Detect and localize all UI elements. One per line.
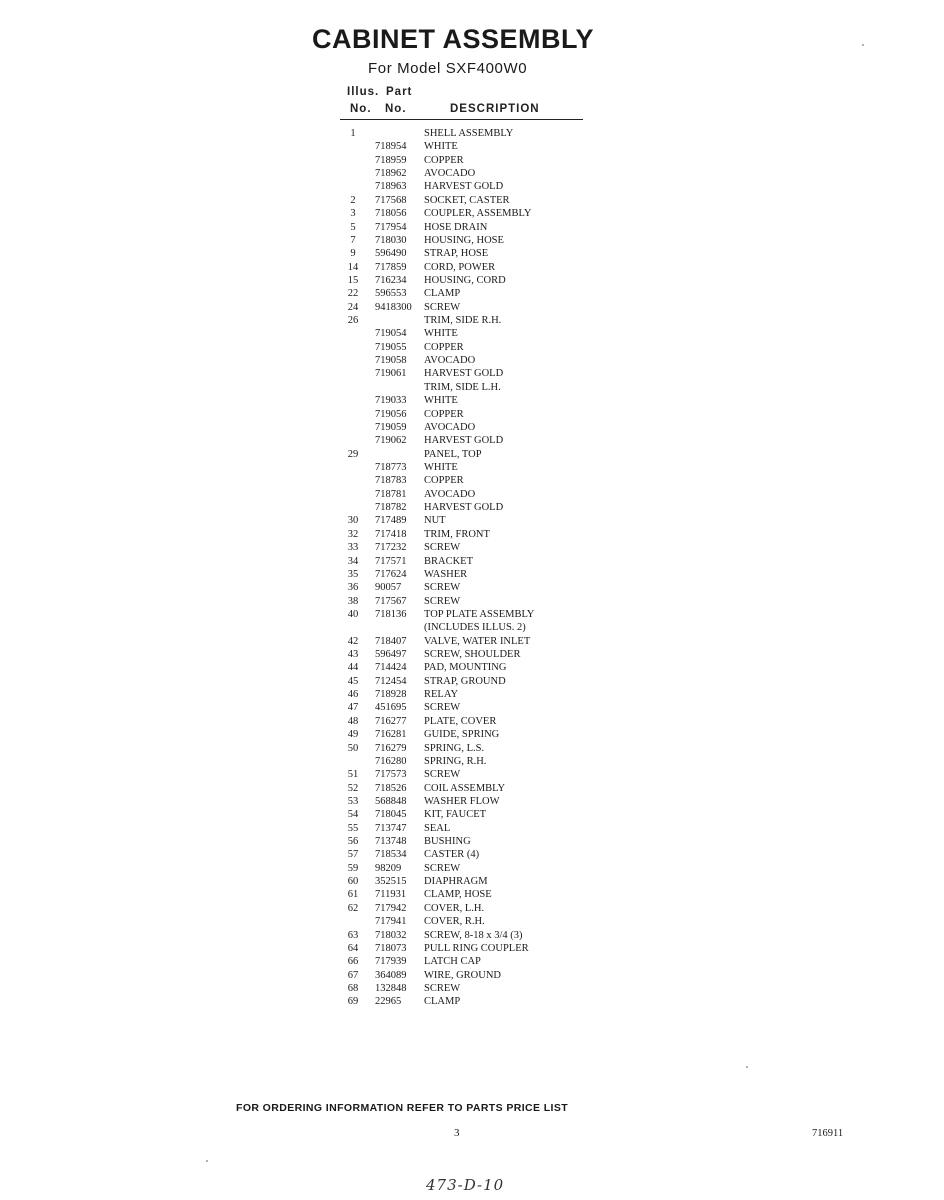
table-row	[340, 408, 600, 421]
part-number: 717567	[375, 595, 407, 607]
part-description: COPPER	[424, 154, 464, 166]
illus-number: 67	[347, 969, 359, 981]
part-description: SOCKET, CASTER	[424, 194, 510, 206]
part-number: 718030	[375, 234, 407, 246]
table-row	[340, 969, 600, 982]
part-number: 716279	[375, 742, 407, 754]
table-row	[340, 448, 600, 461]
part-description: HOUSING, HOSE	[424, 234, 504, 246]
part-description: SHELL ASSEMBLY	[424, 128, 514, 139]
part-number: 717954	[375, 221, 407, 233]
part-number: 713748	[375, 836, 407, 848]
table-row	[340, 942, 600, 955]
part-number: 719058	[375, 355, 407, 367]
illus-number: 63	[347, 929, 359, 941]
table-row	[340, 715, 600, 728]
illus-number: 42	[347, 635, 359, 647]
part-number: 717941	[375, 916, 407, 928]
handwritten-note: 473-D-10	[426, 1176, 505, 1194]
table-row	[340, 875, 600, 888]
table-row	[340, 768, 600, 781]
part-description: CLAMP	[424, 996, 461, 1008]
part-description: STRAP, GROUND	[424, 675, 506, 687]
part-number: 717232	[375, 542, 407, 554]
scan-speck	[746, 1066, 748, 1068]
table-row	[340, 194, 600, 207]
part-description: SCREW, 8-18 x 3/4 (3)	[424, 929, 523, 941]
part-number: 132848	[375, 983, 407, 994]
table-row	[340, 180, 600, 193]
illus-number: 1	[350, 128, 356, 139]
part-description: TRIM, FRONT	[424, 528, 490, 540]
scan-speck	[206, 1160, 208, 1162]
part-description: WIRE, GROUND	[424, 969, 501, 981]
table-row	[340, 528, 600, 541]
illus-number: 36	[347, 582, 359, 594]
part-number: 718136	[375, 608, 407, 620]
part-number: 9418300	[375, 301, 412, 313]
header-rule	[340, 119, 583, 120]
document-number: 716911	[812, 1128, 844, 1139]
part-description: PANEL, TOP	[424, 448, 482, 460]
part-number: 718534	[375, 849, 407, 861]
part-description: WASHER FLOW	[424, 795, 500, 807]
illus-number: 32	[347, 528, 359, 540]
table-row	[340, 648, 600, 661]
part-number: 718928	[375, 689, 407, 701]
part-number: 718783	[375, 475, 407, 487]
part-description: CORD, POWER	[424, 261, 496, 273]
model-subtitle: For Model SXF400W0	[368, 60, 528, 77]
part-description: CLAMP, HOSE	[424, 889, 492, 901]
part-description: CASTER (4)	[424, 849, 480, 861]
table-row	[340, 154, 600, 167]
part-description: HARVEST GOLD	[424, 502, 504, 514]
part-number: 718073	[375, 942, 407, 954]
part-description: WHITE	[424, 141, 458, 153]
header-part-top: Part	[386, 86, 413, 98]
part-number: 98209	[375, 862, 402, 874]
scan-speck	[862, 44, 864, 46]
table-row	[340, 421, 600, 434]
table-row	[340, 728, 600, 741]
part-number: 718056	[375, 208, 407, 220]
part-number: 717939	[375, 956, 407, 968]
part-description: LATCH CAP	[424, 956, 481, 968]
part-description: SPRING, R.H.	[424, 755, 487, 767]
ordering-note: FOR ORDERING INFORMATION REFER TO PARTS PRICE LIST	[236, 1102, 569, 1114]
illus-number: 34	[347, 555, 359, 567]
part-number: 719059	[375, 421, 407, 433]
part-number: 90057	[375, 582, 402, 594]
part-number: 451695	[375, 702, 407, 714]
part-number: 568848	[375, 795, 407, 807]
part-number: 596497	[375, 649, 407, 661]
part-number: 718032	[375, 929, 407, 941]
part-description: PULL RING COUPLER	[424, 942, 529, 954]
table-row	[340, 514, 600, 527]
part-number: 596553	[375, 288, 407, 300]
illus-number: 60	[347, 876, 359, 888]
part-description: SCREW	[424, 862, 461, 874]
part-description: COPPER	[424, 475, 464, 487]
part-number: 718781	[375, 488, 407, 500]
part-description: HOSE DRAIN	[424, 221, 488, 233]
table-row	[340, 822, 600, 835]
table-row	[340, 314, 600, 327]
illus-number: 7	[350, 234, 356, 246]
part-description: COUPLER, ASSEMBLY	[424, 208, 532, 220]
part-number: 719061	[375, 368, 407, 380]
illus-number: 59	[347, 862, 359, 874]
part-description: SEAL	[424, 822, 451, 834]
table-row	[340, 929, 600, 942]
table-row	[340, 742, 600, 755]
table-row	[340, 955, 600, 968]
part-number: 717489	[375, 515, 407, 527]
table-row	[340, 835, 600, 848]
illus-number: 38	[347, 595, 359, 607]
table-row	[340, 635, 600, 648]
part-description: SCREW	[424, 769, 461, 781]
part-number: 719054	[375, 328, 407, 340]
part-number: 716280	[375, 755, 407, 767]
part-number: 717859	[375, 261, 407, 273]
table-row	[340, 995, 600, 1008]
table-row	[340, 207, 600, 220]
part-number: 22965	[375, 996, 402, 1008]
table-row	[340, 755, 600, 768]
illus-number: 53	[347, 795, 359, 807]
illus-number: 44	[347, 662, 359, 674]
illus-number: 57	[347, 849, 359, 861]
part-description: SCREW	[424, 542, 461, 554]
parts-list	[340, 127, 600, 1009]
part-number: 717571	[375, 555, 407, 567]
table-row	[340, 274, 600, 287]
part-description: TRIM, SIDE R.H.	[424, 315, 502, 327]
table-row	[340, 595, 600, 608]
illus-number: 66	[347, 956, 359, 968]
part-number: 596490	[375, 248, 407, 260]
illus-number: 68	[347, 983, 359, 994]
table-row	[340, 862, 600, 875]
part-number: 718954	[375, 141, 407, 153]
part-number: 718407	[375, 635, 407, 647]
table-row	[340, 982, 600, 995]
table-row	[340, 354, 600, 367]
table-row	[340, 501, 600, 514]
part-description: PLATE, COVER	[424, 715, 497, 727]
table-row	[340, 488, 600, 501]
table-row	[340, 848, 600, 861]
header-illus-no: No.	[350, 103, 372, 115]
part-description: STRAP, HOSE	[424, 248, 489, 260]
illus-number: 54	[347, 809, 359, 821]
illus-number: 35	[347, 568, 359, 580]
illus-number: 15	[347, 274, 359, 286]
illus-number: 64	[347, 942, 359, 954]
part-number: 719056	[375, 408, 407, 420]
table-row	[340, 661, 600, 674]
illus-number: 69	[347, 996, 359, 1008]
part-description: HARVEST GOLD	[424, 435, 504, 447]
table-row	[340, 234, 600, 247]
illus-number: 49	[347, 729, 359, 741]
part-description: HARVEST GOLD	[424, 181, 504, 193]
table-row	[340, 434, 600, 447]
part-number: 711931	[375, 889, 407, 901]
illus-number: 46	[347, 689, 359, 701]
part-description: PAD, MOUNTING	[424, 662, 507, 674]
page-number: 3	[454, 1127, 460, 1139]
table-row	[340, 287, 600, 300]
part-description: AVOCADO	[424, 488, 476, 500]
part-description: RELAY	[424, 689, 459, 701]
part-description: HOUSING, CORD	[424, 274, 506, 286]
part-number: 712454	[375, 675, 407, 687]
part-number: 718045	[375, 809, 407, 821]
part-description: COVER, R.H.	[424, 916, 485, 928]
table-row	[340, 341, 600, 354]
table-row	[340, 808, 600, 821]
part-description: VALVE, WATER INLET	[424, 635, 531, 647]
illus-number: 2	[350, 194, 356, 206]
illus-number: 62	[347, 902, 359, 914]
part-number: 719062	[375, 435, 407, 447]
table-row	[340, 261, 600, 274]
part-number: 716234	[375, 274, 407, 286]
part-description: TRIM, SIDE L.H.	[424, 381, 501, 393]
table-row	[340, 701, 600, 714]
part-description: HARVEST GOLD	[424, 368, 504, 380]
part-description: KIT, FAUCET	[424, 809, 487, 821]
illus-number: 29	[347, 448, 359, 460]
table-row	[340, 367, 600, 380]
part-number: 718963	[375, 181, 407, 193]
table-row	[340, 915, 600, 928]
illus-number: 33	[347, 542, 359, 554]
table-row	[340, 140, 600, 153]
part-number: 718959	[375, 154, 407, 166]
table-row	[340, 608, 600, 621]
part-description: AVOCADO	[424, 355, 476, 367]
table-row	[340, 621, 600, 634]
part-description: SCREW, SHOULDER	[424, 649, 521, 661]
table-row	[340, 167, 600, 180]
table-row	[340, 327, 600, 340]
part-number: 717418	[375, 528, 407, 540]
part-description: SCREW	[424, 702, 461, 714]
part-description: SCREW	[424, 595, 461, 607]
part-number: 352515	[375, 876, 407, 888]
part-description: SCREW	[424, 983, 461, 994]
table-row	[340, 127, 600, 140]
part-description: COIL ASSEMBLY	[424, 782, 506, 794]
part-description: SCREW	[424, 301, 461, 313]
part-description: GUIDE, SPRING	[424, 729, 500, 741]
header-part-no: No.	[385, 103, 407, 115]
illus-number: 61	[347, 889, 359, 901]
part-number: 716281	[375, 729, 407, 741]
illus-number: 9	[350, 248, 356, 260]
illus-number: 52	[347, 782, 359, 794]
table-row	[340, 782, 600, 795]
illus-number: 5	[350, 221, 356, 233]
illus-number: 55	[347, 822, 359, 834]
part-description: NUT	[424, 515, 446, 527]
table-row	[340, 247, 600, 260]
page-title: CABINET ASSEMBLY	[312, 24, 595, 54]
part-description: SPRING, L.S.	[424, 742, 485, 754]
illus-number: 43	[347, 649, 359, 661]
part-description: BUSHING	[424, 836, 471, 848]
part-number: 717624	[375, 568, 407, 580]
part-description: WHITE	[424, 461, 458, 473]
part-number: 717573	[375, 769, 407, 781]
illus-number: 24	[347, 301, 359, 313]
part-description: BRACKET	[424, 555, 474, 567]
part-description: TOP PLATE ASSEMBLY	[424, 608, 535, 620]
part-description: COVER, L.H.	[424, 902, 485, 914]
part-description: WASHER	[424, 568, 468, 580]
part-description: AVOCADO	[424, 168, 476, 180]
part-number: 719055	[375, 341, 407, 353]
part-description: (INCLUDES ILLUS. 2)	[424, 622, 526, 634]
illus-number: 40	[347, 608, 359, 620]
illus-number: 3	[350, 208, 356, 220]
part-number: 717568	[375, 194, 407, 206]
part-description: COPPER	[424, 408, 464, 420]
table-row	[340, 581, 600, 594]
illus-number: 14	[347, 261, 359, 273]
part-description: AVOCADO	[424, 421, 476, 433]
header-description: DESCRIPTION	[450, 103, 540, 115]
part-number: 719033	[375, 395, 407, 407]
part-number: 718962	[375, 168, 407, 180]
table-row	[340, 394, 600, 407]
part-number: 713747	[375, 822, 407, 834]
part-description: WHITE	[424, 328, 458, 340]
illus-number: 56	[347, 836, 359, 848]
table-row	[340, 301, 600, 314]
part-description: COPPER	[424, 341, 464, 353]
table-row	[340, 902, 600, 915]
part-number: 718526	[375, 782, 407, 794]
part-description: WHITE	[424, 395, 458, 407]
illus-number: 26	[347, 315, 359, 327]
illus-number: 51	[347, 769, 359, 781]
table-row	[340, 795, 600, 808]
part-description: SCREW	[424, 582, 461, 594]
table-row	[340, 474, 600, 487]
header-illus-top: Illus.	[347, 86, 380, 98]
illus-number: 50	[347, 742, 359, 754]
part-number: 364089	[375, 969, 407, 981]
table-row	[340, 568, 600, 581]
part-number: 714424	[375, 662, 407, 674]
table-row	[340, 555, 600, 568]
part-description: CLAMP	[424, 288, 461, 300]
illus-number: 30	[347, 515, 359, 527]
illus-number: 22	[347, 288, 359, 300]
table-row	[340, 381, 600, 394]
illus-number: 48	[347, 715, 359, 727]
table-row	[340, 461, 600, 474]
table-row	[340, 541, 600, 554]
table-row	[340, 688, 600, 701]
table-row	[340, 888, 600, 901]
part-number: 716277	[375, 715, 407, 727]
table-row	[340, 221, 600, 234]
illus-number: 45	[347, 675, 359, 687]
part-number: 717942	[375, 902, 407, 914]
illus-number: 47	[347, 702, 359, 714]
table-row	[340, 675, 600, 688]
part-number: 718773	[375, 461, 407, 473]
part-number: 718782	[375, 502, 407, 514]
part-description: DIAPHRAGM	[424, 876, 488, 888]
